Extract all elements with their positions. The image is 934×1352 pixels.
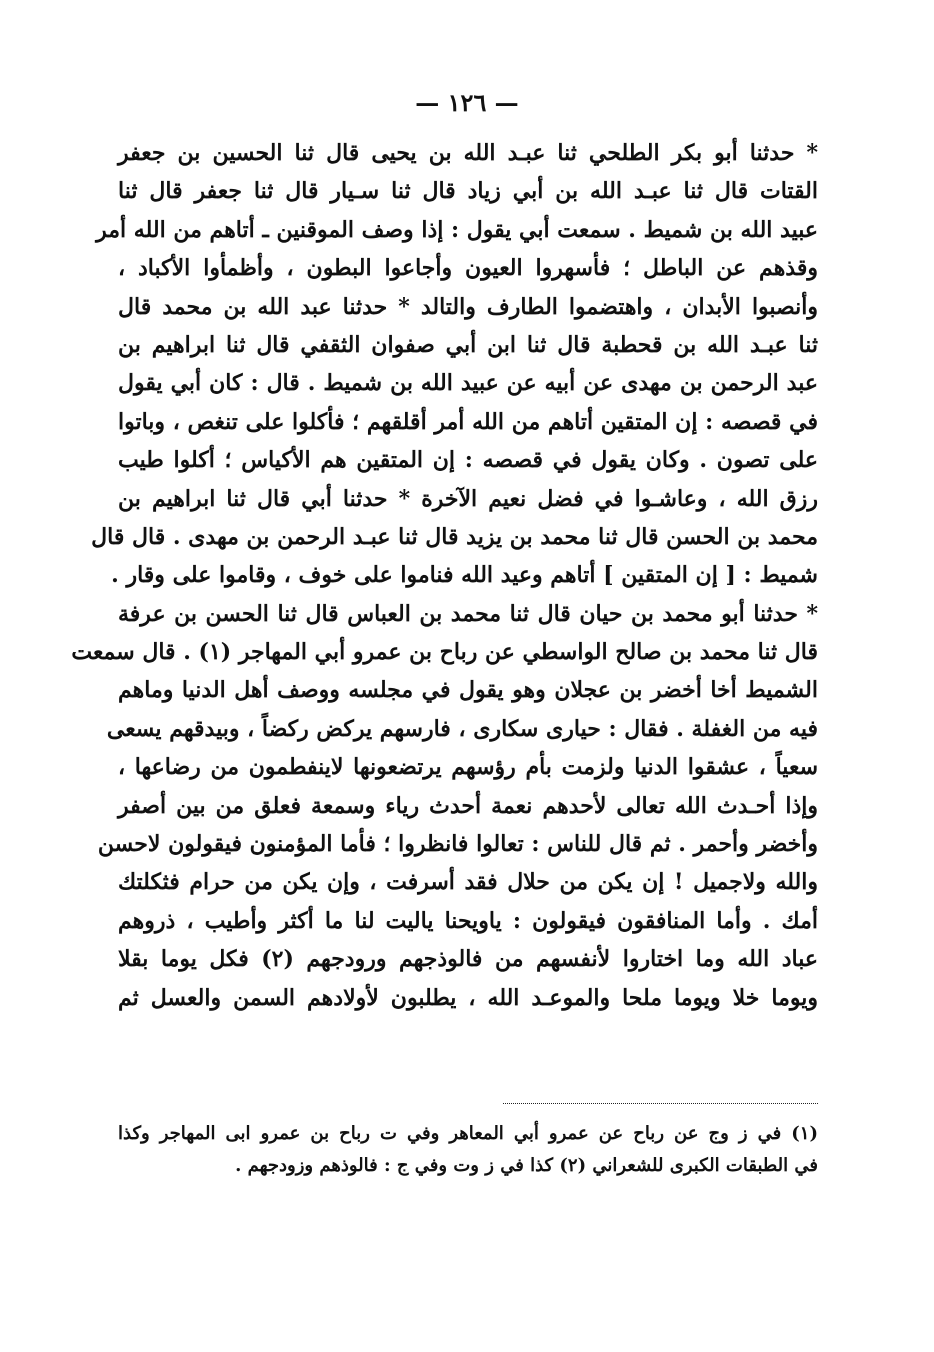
footnote-line: (١) في ز وج عن رباح عن عمرو أبي المعاهر وفي ت رباح بن عمرو ابى المهاجر وكذا bbox=[118, 1123, 818, 1144]
text-line: ثنا عبـد الله بن قحطبة قال ثنا ابن أبي صفوان الثقفي قال ثنا ابراهيم بن bbox=[118, 331, 818, 358]
text-line: الشميط أخا أخضر بن عجلان وهو يقول في مجلسه ووصف أهل الدنيا وماهم bbox=[118, 677, 818, 704]
text-line: وإذا أحـدث الله تعالى لأحدهم نعمة أحدث رياء وسمعة فعلق من بين أصفر bbox=[118, 792, 818, 819]
text-line: رزق الله ، وعاشـوا في فضل نعيم الآخرة * حدثنا أبي قال ثنا ابراهيم بن bbox=[118, 485, 818, 512]
text-line: شميط : [ إن المتقين ] أتاهم وعيد الله فناموا على خوف ، وقاموا على وقار . bbox=[111, 562, 818, 589]
text-line: سعياً ، عشقوا الدنيا ولزمت بأم رؤسهم يرتضعونها لاينفطمون من رضاعها ، bbox=[118, 754, 818, 781]
text-line: القتات قال ثنا عبـد الله بن أبي زياد قال ثنا سـيار قال ثنا جعفر قال ثنا bbox=[118, 178, 818, 205]
text-line: أمك . وأما المنافقون فيقولون : ياويحنا ياليت لنا ما أكثر وأطيب ، ذروهم bbox=[118, 907, 818, 934]
text-line: فيه من الغفلة . فقال : حيارى سكارى ، فارسهم يركض ركضاً ، وبيدقهم يسعى bbox=[106, 715, 818, 742]
text-line: عبيد الله بن شميط . سمعت أبي يقول : إذا وصف الموقنين ـ أتاهم من الله أمر bbox=[96, 216, 818, 243]
page-number: — ١٢٦ — bbox=[415, 88, 519, 117]
text-line: قال ثنا محمد بن صالح الواسطي عن رباح بن عمرو أبي المهاجر (١) . قال سمعت bbox=[71, 639, 818, 666]
text-line: والله ولاجميل ! إن يكن من حلال فقد أسرفت ، وإن يكن من حرام فثكلتك bbox=[118, 869, 818, 896]
text-line: على تصون . وكان يقول في قصصه : إن المتقين هم الأكياس ؛ أكلوا طيب bbox=[118, 447, 818, 474]
text-line: * حدثنا أبو بكر الطلحي ثنا عبـد الله بن يحيى قال ثنا الحسين بن جعفر bbox=[118, 140, 818, 166]
text-line: وأخضر وأحمر . ثم قال للناس : تعالوا فانظروا ؛ فأما المؤمنون فيقولون لاحسن bbox=[97, 831, 818, 858]
text-line: عبد الرحمن بن مهدى عن أبيه عن عبيد الله بن شميط . قال : كان أبي يقول bbox=[118, 370, 818, 397]
text-line: في قصصه : إن المتقين أتاهم من الله أمر أقلقهم ؛ فأكلوا على تنغص ، وباتوا bbox=[118, 408, 818, 435]
text-line: ويوما خلا ويوما ملحا والموعـد الله ، يطلبون لأولادهم السمن والعسل ثم bbox=[118, 984, 818, 1011]
footnote-line: في الطبقات الكبرى للشعراني (٢) كذا في ز وت وفي ج : فالوذهم وزودجهم . bbox=[235, 1155, 818, 1176]
footnotes bbox=[118, 1118, 818, 1182]
footnote-divider bbox=[503, 1103, 818, 1104]
text-line: وقذهم عن الباطل ؛ فأسهروا العيون وأجاعوا البطون ، وأظمأوا الأكباد ، bbox=[118, 255, 818, 282]
text-line: محمد بن الحسن قال ثنا محمد بن يزيد قال ثنا عبـد الرحمن بن مهدى . قال قال bbox=[91, 523, 818, 550]
text-line: عباد الله وما اختاروا لأنفسهم من فالوذجهم ورودجهم (٢) فكل يوما بقلا bbox=[118, 946, 818, 973]
body-text bbox=[71, 134, 818, 1017]
text-line: وأنصبوا الأبدان ، واهتضموا الطارف والتالد * حدثنا عبد الله بن محمد قال bbox=[118, 293, 818, 320]
text-line: * حدثنا أبو محمد بن حيان قال ثنا محمد بن العباس قال ثنا الحسن بن عرفة bbox=[118, 600, 818, 627]
